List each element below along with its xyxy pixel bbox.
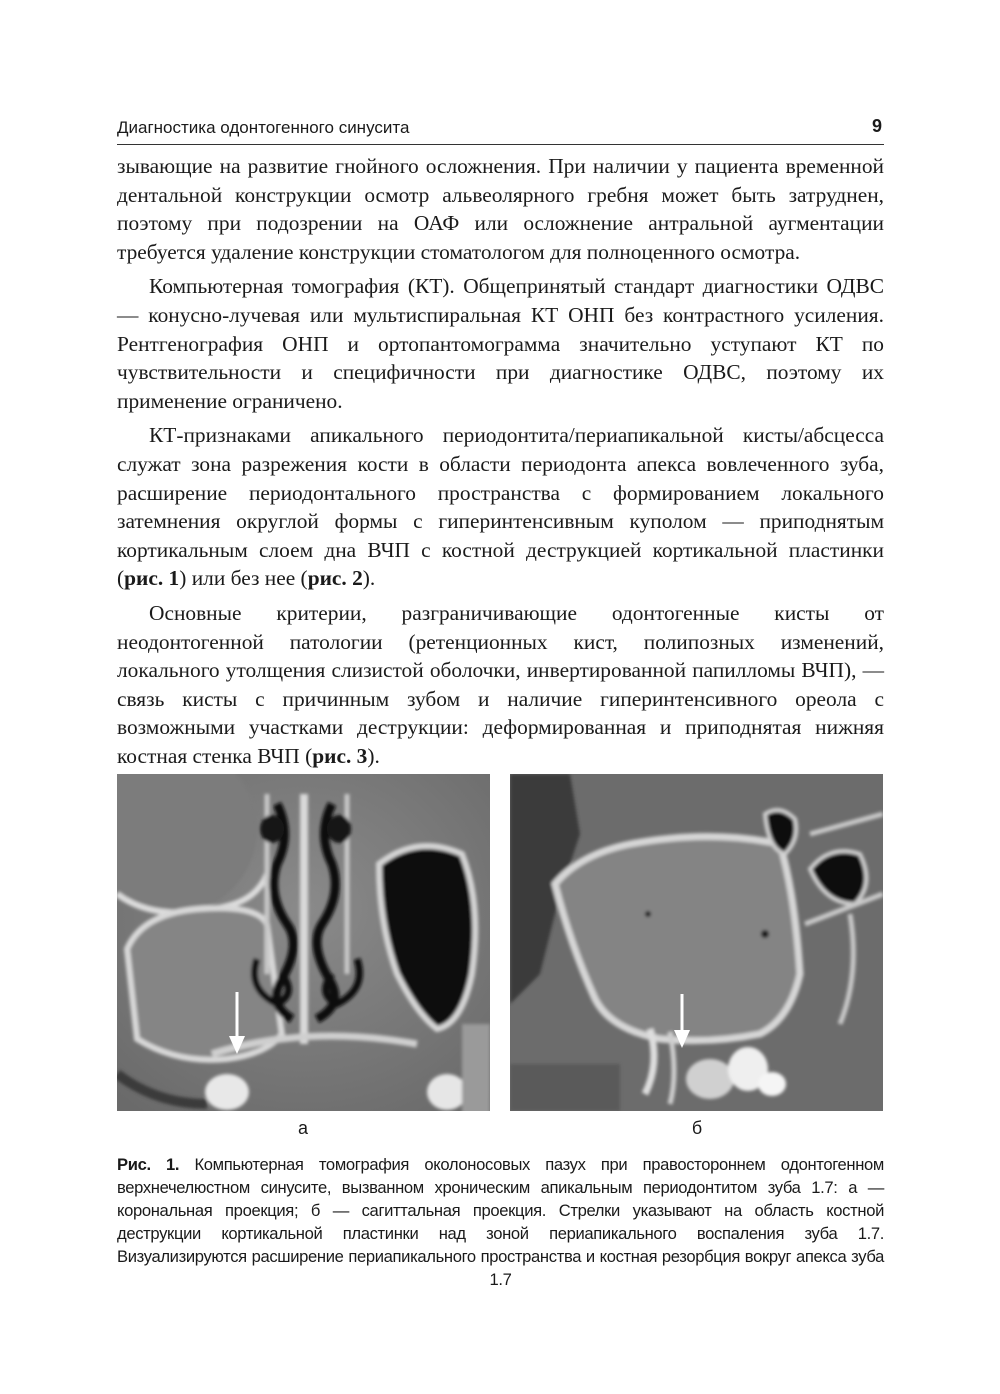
paragraph-continuation: зывающие на развитие гнойного осложнения. При наличии у пациента временной дентальной конструкции осмотр альвеолярного гребня может быть затруднен, поэтому при подозрении на ОАФ или осложнение антральной аугментации требуется удаление конструкции стоматологом для полноценного осмотра. — [117, 154, 884, 264]
paragraph-ct-signs-text: КТ-признаками апикального периодонтита/периапикальной кисты/абсцесса служат зона разрежения кости в области периодонта апекса вовлеченного зуба, расширение периодонтального пространства с формированием локального затемнения округлой формы с гиперинтенсивным куполом — приподнятым кортикальным слоем дна ВЧП с костной деструкцией кортикальной пластинки ( — [117, 423, 884, 591]
page-number: 9 — [871, 116, 882, 136]
caption-lead: Рис. 1. — [117, 1155, 180, 1174]
body-text — [117, 152, 884, 776]
ct-sagittal-image — [510, 774, 883, 1111]
paragraph-criteria — [117, 599, 884, 771]
running-title: Диагностика одонтогенного синусита — [117, 118, 410, 137]
figure-ref-2: рис. 2 — [307, 566, 363, 591]
caption-text: Компьютерная томография околоносовых пазух при правостороннем одонтогенном верхнечелюстном синусите, вызванном хроническим апикальным периодонтитом зуба 1.7: а — корональная проекция; б — сагиттальная проекция. Стрелки указывают на область костной деструкции кортикальной пластинки над зоной периапикального воспаления зуба 1.7. Визуализируются расширение периапикального пространства и костная резорбция вокруг апекса зуба 1.7 — [117, 1155, 884, 1289]
paragraph-ct-signs-mid: ) или без нее ( — [179, 566, 308, 591]
paragraph-ct-signs — [117, 421, 884, 593]
paragraph-criteria-text: Основные критерии, разграничивающие одонтогенные кисты от неодонтогенной патологии (ретенционных кист, полипозных изменений, локального утолщения слизистой оболочки, инвертированной папилломы ВЧП), — связь кисты с причинным зубом и наличие гиперинтенсивного ореола с возможными участками деструкции: деформированная и приподнятая нижняя костная стенка ВЧП ( — [117, 600, 884, 768]
panel-label-a: а — [297, 1118, 308, 1138]
paragraph-criteria-end: ). — [367, 743, 380, 768]
figure-caption — [117, 1153, 884, 1291]
panel-label-b: б — [691, 1118, 703, 1138]
figure-ref-3: рис. 3 — [312, 743, 368, 768]
running-head — [117, 114, 884, 145]
ct-coronal-image — [117, 774, 490, 1111]
paragraph-ct-signs-end: ). — [362, 566, 376, 591]
figure-ref-1: рис. 1 — [124, 566, 180, 591]
paragraph-ct: Компьютерная томография (КТ). Общепринятый стандарт диагностики ОДВС — конусно-лучевая или мультиспиральная КТ ОНП без контрастного усиления. Рентгенография ОНП и ортопантомограмма значительно уступают КТ по чувствительности и специфичности при диагностике ОДВС, поэтому их применение ограничено. — [117, 274, 884, 413]
